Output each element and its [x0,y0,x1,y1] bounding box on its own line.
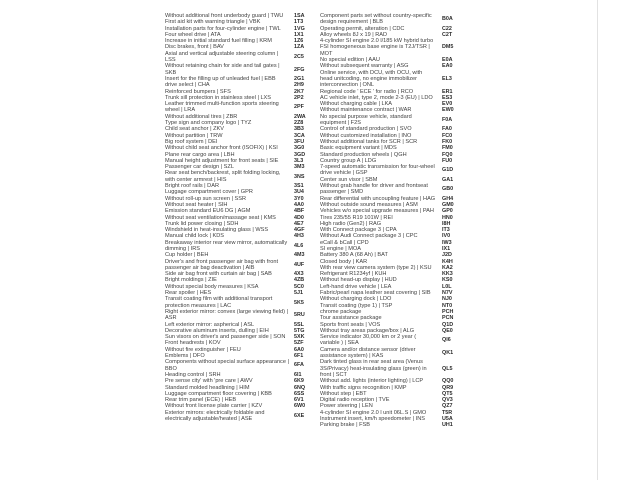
pr-code: 3L3 [294,157,304,164]
pr-code: G1D [442,167,454,174]
equipment-description: 7-speed automatic transmission for four-wheel drive vehicle | GSP [320,164,435,177]
equipment-description: Tour assistance package [320,315,382,322]
equipment-row [165,240,320,253]
equipment-description: Pre sense city' with 'pre care | AWV [165,378,253,385]
pr-code: QI6 [442,337,451,344]
pr-code: 3G0 [294,145,305,152]
equipment-description: Four wheel drive | ATA [165,31,221,38]
equipment-description: Without customized installation | INO [320,132,412,139]
pr-code: 5SL [294,321,304,328]
equipment-description: Operating permit, alteration | CDC [320,25,405,32]
equipment-description: AC vehicle inlet, type 2, mode 2-3 (EU) | LDO [320,94,433,101]
equipment-description: No special purpose vehicle, standard equipment | F2S [320,113,412,127]
pr-code: C22 [442,25,452,32]
equipment-description: Without fire extinguisher | FEU [165,346,241,353]
pr-code: FA0 [442,126,452,133]
pr-code: UH1 [442,422,453,429]
pr-code: 2WA [294,113,306,120]
equipment-description: Basic equipment variant | MDS [320,145,397,152]
equipment-description: Without additional tanks for SCR | SCR [320,138,418,145]
equipment-description: Without seat heater | SIH [165,201,228,208]
pr-code: IT3 [442,227,450,234]
pr-code: KA2 [442,264,453,271]
pr-code: 6SS [294,390,305,397]
equipment-description: With Connect package 3 | CPA [320,227,397,234]
pr-code: T5R [442,409,453,416]
pr-code: HN0 [442,214,453,221]
pr-code: 2G1 [294,75,305,82]
equipment-description: Rear spoiler | HES [165,290,212,297]
equipment-row [320,164,468,177]
pr-code: NJ0 [442,296,452,303]
pr-code: 2P2 [294,94,304,101]
equipment-description: Online service, with DCU, with OCU, with head unitcoding, no engine immobilizer interconnection | ONL [320,69,423,89]
pr-code: FC0 [442,132,453,139]
pr-code: KK3 [442,271,453,278]
pr-code: 6F1 [294,353,304,360]
equipment-row [165,101,320,114]
equipment-description: Without step | EBT [320,390,367,397]
equipment-description: 4-cylinder SI engine 2.0 l/185 kW hybrid turbo FSI homogeneous base engine is T2J/TSR | MOT [320,38,434,57]
equipment-description: Side air bag front with curtain air bag | SAB [165,271,272,278]
pr-code: QV3 [442,397,453,404]
pr-code: QT5 [442,390,453,397]
pr-code: C2T [442,31,453,38]
pr-code: 2K7 [294,88,304,95]
pr-code: 3B3 [294,126,304,133]
pr-code: DM5 [442,44,454,51]
pr-code: 6XE [294,412,305,419]
equipment-row [165,410,320,423]
equipment-description: Without child seat anchor front (ISOFIX) | KSI [165,145,278,152]
equipment-description: SI engine | MOA [320,245,361,252]
pr-code: 1T3 [294,19,304,26]
equipment-description: Rear trim panel (ECE) | HEB [165,397,237,404]
pr-code: 5ZF [294,340,304,347]
pr-code: QZ7 [442,403,453,410]
pr-code: 3M3 [294,164,305,171]
equipment-description: Parking brake | FSB [320,422,370,429]
pr-code: U5A [442,416,453,422]
pr-code: QE0 [442,327,453,334]
pr-code: 4M3 [294,252,305,259]
pr-code: 3S1 [294,183,304,190]
equipment-row [320,183,468,196]
pr-code: 5J1 [294,290,303,297]
pr-code: QR9 [442,384,454,391]
equipment-description: Digital radio reception | TVE [320,397,390,404]
pr-code: 5K5 [294,299,304,306]
page-edge-divider [597,0,598,480]
pr-code: 1SA [294,13,305,19]
equipment-description: Fabric/pearl napa leather seat covering | SIB [320,290,431,297]
equipment-description: Increase in initial standard fuel filling | KRM [165,38,272,45]
pr-code: 6V1 [294,397,304,404]
pr-code: IV0 [442,233,451,240]
pr-code: 2C5 [294,53,304,60]
pr-code: 4GF [294,227,305,234]
equipment-description: Breakaway interior rear view mirror, automatically dimming | IRS [165,239,288,252]
pr-code: Q1D [442,321,454,328]
pr-code: FM0 [442,145,453,152]
pr-code: 4E7 [294,220,304,227]
equipment-description: Trunk sill protection in stainless steel | LXS [165,94,272,101]
pr-code: 6W0 [294,403,306,410]
equipment-description: Without special body measures | KSA [165,283,259,290]
equipment-row [320,347,468,360]
equipment-description: Without additional tires | ZBR [165,113,238,120]
equipment-description: Sports front seats | VOS [320,321,381,328]
equipment-description: Insert for the filling up of unleaded fuel | EBB [165,75,276,82]
equipment-description: Without retaining chain for side and tail gates | SKB [165,63,280,76]
pr-code: L0L [442,283,452,290]
equipment-description: Transit coating film with additional transport protection measures | LAC [165,296,273,309]
equipment-description: Bright roof rails | DAR [165,183,219,190]
equipment-description: Vehicles w/o special upgrade measures | PAH [320,208,434,215]
equipment-description: Decorative aluminum inserts, dulling | EIH [165,327,269,334]
pr-code: 4BF [294,208,305,215]
equipment-description: Front headrests | KOV [165,340,221,347]
pr-code: 4H3 [294,233,304,240]
pr-code: FQ0 [442,151,453,158]
equipment-row [165,170,320,183]
equipment-description: Camera and/or distance sensor (driver assistance system) | KAS [320,346,416,360]
equipment-description: Regional code ' ECE ' for radio | RCO [320,88,414,95]
pr-code: 5TG [294,327,305,334]
pr-code: PCN [442,315,454,322]
equipment-description: Without subsequent warranty | ASG [320,63,409,70]
pr-code: K4H [442,258,453,265]
equipment-row [320,114,468,127]
equipment-description: Without outside sound measures | ASM [320,201,418,208]
pr-code: 4ZB [294,277,305,284]
pr-code: 1X1 [294,31,304,38]
pr-code: GA1 [442,176,454,183]
pr-code: FK0 [442,138,453,145]
equipment-row [165,296,320,309]
equipment-description: eCall & bCall | CPD [320,239,369,246]
equipment-description: Alloy wheels 8J x 19 | RAD [320,31,388,38]
pr-code: EW0 [442,107,454,114]
equipment-description: Rear seat bench/backrest, split folding locking, with center armrest | HIS [165,170,281,183]
equipment-column-left [165,13,320,422]
equipment-description: Exterior mirrors: electrically foldable and electrically adjustable/heated | ASE [165,409,265,422]
pr-code: 6NQ [294,384,306,391]
pr-code: F0A [442,116,453,123]
equipment-description: Standard molded headlining | HIM [165,384,250,391]
equipment-row [320,70,468,89]
pr-code: GB0 [442,186,454,193]
pr-code: 3FU [294,138,305,145]
equipment-description: Without charging cable | LKA [320,101,393,108]
equipment-description: First aid kit with warning triangle | VBK [165,19,261,26]
equipment-description: 4-cylinder SI engine 2.0 l unit 06L.S | GMO [320,409,427,416]
equipment-description: Tires 235/55 R19 101W | REI [320,214,393,221]
equipment-row [320,38,468,57]
equipment-description: Standard production wheels | QGH [320,151,407,158]
pr-code: 3GD [294,151,306,158]
equipment-description: Without partition | TRW [165,132,223,139]
pr-code: 3NS [294,173,305,180]
equipment-description: Left exterior mirror: aspherical | ASL [165,321,255,328]
pr-code: 5XK [294,334,305,341]
pr-code: ES3 [442,94,453,101]
equipment-column-right [320,13,468,429]
equipment-description: Right exterior mirror: convex (large viewing field) | ASR [165,308,289,322]
equipment-description: Trunk lid power closing | SDH [165,220,239,227]
equipment-description: Center sun visor | SBM [320,176,378,183]
equipment-description: Windshield in heat-insulating glass | WSS [165,227,269,234]
equipment-row [165,259,320,272]
pr-code: IX1 [442,245,451,252]
equipment-description: Closed body | KAR [320,258,368,265]
pr-code: 1ZA [294,44,305,51]
equipment-description: Without grab handle for driver and frontseat passenger | SMD [320,183,428,196]
equipment-description: Disc brakes, front | BAV [165,44,224,51]
pr-code: QK1 [442,349,454,356]
equipment-description: Bright moldings | ZIE [165,277,217,284]
pr-code: 4D0 [294,214,304,221]
pr-code: 3U4 [294,189,304,196]
pr-code: 2Z8 [294,120,304,127]
pr-code: IW3 [442,239,452,246]
pr-code: KS0 [442,277,453,284]
equipment-description: Without maintenance contract | WAR [320,107,412,114]
equipment-description: Sun visors on driver's and passenger side | SON [165,334,286,341]
pr-code: 4UF [294,261,305,268]
equipment-description: Plane rear cargo area | LBH [165,151,235,158]
equipment-description: With traffic signs recognition | KMP [320,384,407,391]
equipment-description: Without add. lights (interior lighting) | LCP [320,378,424,385]
equipment-description: Battery 380 A (68 Ah) | BAT [320,252,388,259]
equipment-description: Without seat ventilation/massage seat | KMS [165,214,276,221]
pr-code: N7V [442,290,453,297]
pr-code: FU0 [442,157,453,164]
equipment-description: Luggage compartment cover | GPR [165,189,253,196]
equipment-row [320,359,468,378]
pr-code: J2D [442,252,452,259]
pr-code: EA0 [442,63,453,70]
pr-code: GH4 [442,195,454,202]
equipment-description: Without roll-up sun screen | SSR [165,195,247,202]
equipment-row [165,359,320,372]
pr-code: 6I1 [294,371,302,378]
equipment-row [165,63,320,76]
pr-code: 4L6 [294,242,304,249]
equipment-description: No special edition | AAU [320,57,380,64]
equipment-description: Driver's and front passenger air bag with front passenger air bag deactivation | AIB [165,258,278,271]
pr-code: ER1 [442,88,453,95]
equipment-description: Control of standard production | SVO [320,126,412,133]
equipment-description: Manual child lock | KDS [165,233,224,240]
equipment-description: Components without special surface appearance | BBO [165,359,289,372]
equipment-code-listing [165,13,468,429]
equipment-description: Component parts set without country-specific design requirement | BLB [320,13,432,26]
equipment-description: Without additional front underbody guard | TWU [165,13,284,19]
equipment-description: Luggage compartment floor covering | KBB [165,390,272,397]
equipment-description: Transit coating (type 1) | TSP [320,302,393,309]
equipment-description: Without tray areas package/box | ALG [320,327,415,334]
equipment-description: Without charging dock | LDO [320,296,392,303]
equipment-description: Cup holder | BEH [165,252,209,259]
equipment-description: Country group A | LDG [320,157,377,164]
pr-code: 6FA [294,362,304,369]
equipment-description: Axial and vertical adjustable steering column | LSS [165,50,279,64]
equipment-description: Rear differential with uncoupling feature | HAG [320,195,436,202]
equipment-description: Without head-up display | HUD [320,277,397,284]
equipment-row [320,13,468,26]
pr-code: E0A [442,57,453,64]
equipment-row [165,51,320,64]
equipment-description: Service indicator 30,000 km or 2 year ( variable ) | SEA [320,334,417,347]
pr-code: 3Y0 [294,195,304,202]
equipment-description: Reinforced bumpers | SFS [165,88,231,95]
pr-code: EL3 [442,75,452,82]
equipment-description: Emblems | DFO [165,353,205,360]
equipment-description: Instrument insert, km/h speedometer | INS [320,416,425,422]
equipment-description: Manual height adjustment for front seats | SIE [165,157,279,164]
equipment-description: Type sign and company logo | TYZ [165,120,252,127]
equipment-description: High radio (Gen2) | RAG [320,220,382,227]
equipment-description: drive select | CHA [165,82,210,89]
equipment-description: Dark tinted glass in rear seat area (Venus 3S/Privacy) heat-insulating glass (green) in front | SCT [320,359,427,378]
equipment-description: Passenger car design | SZL [165,164,234,171]
pr-code: 2H9 [294,82,304,89]
pr-code: 6K9 [294,378,304,385]
equipment-description: Without Audi Connect package 3 | CPC [320,233,418,240]
pr-code: 4A0 [294,201,304,208]
pr-code: QL5 [442,365,453,372]
pr-code: 2PF [294,104,304,111]
equipment-description: Heading control | SRH [165,371,221,378]
pr-code: GM0 [442,201,454,208]
pr-code: 3CA [294,132,305,139]
equipment-description: Refrigerant R1234yf | KUH [320,271,387,278]
equipment-description: Leather trimmed multi-function sports steering wheel | LRA [165,101,279,114]
equipment-row [320,422,468,428]
equipment-description: Left-hand drive vehicle | LEA [320,283,392,290]
pr-code: B0A [442,16,453,23]
equipment-row [165,309,320,322]
pr-code: NT0 [442,302,453,309]
equipment-description: Power steering | LEN [320,403,373,410]
pr-code: GP0 [442,208,453,215]
equipment-description: Big roof system | DEI [165,138,218,145]
pr-code: 1VG [294,25,305,32]
pr-code: 1Z6 [294,38,304,45]
pr-code: PCH [442,308,454,315]
pr-code: 4X3 [294,271,304,278]
pr-code: I8H [442,220,451,227]
equipment-description: With rear view camera system (type 2) | KSU [320,264,432,271]
pr-code: 5RU [294,312,305,319]
equipment-description: Child seat anchor | ZKV [165,126,224,133]
equipment-description: Installation parts for four-cylinder engine | TWL [165,25,281,32]
pr-code: EV0 [442,101,453,108]
pr-code: 6A0 [294,346,304,353]
pr-code: 2FG [294,66,305,73]
equipment-description: Emission standard EU6 DG | AGM [165,208,251,215]
equipment-description: chrome package [320,308,362,315]
pr-code: QQ0 [442,378,454,385]
pr-code: 5C0 [294,283,304,290]
equipment-description: Without front license plate carrier | KZV [165,403,263,410]
equipment-row [320,334,468,347]
